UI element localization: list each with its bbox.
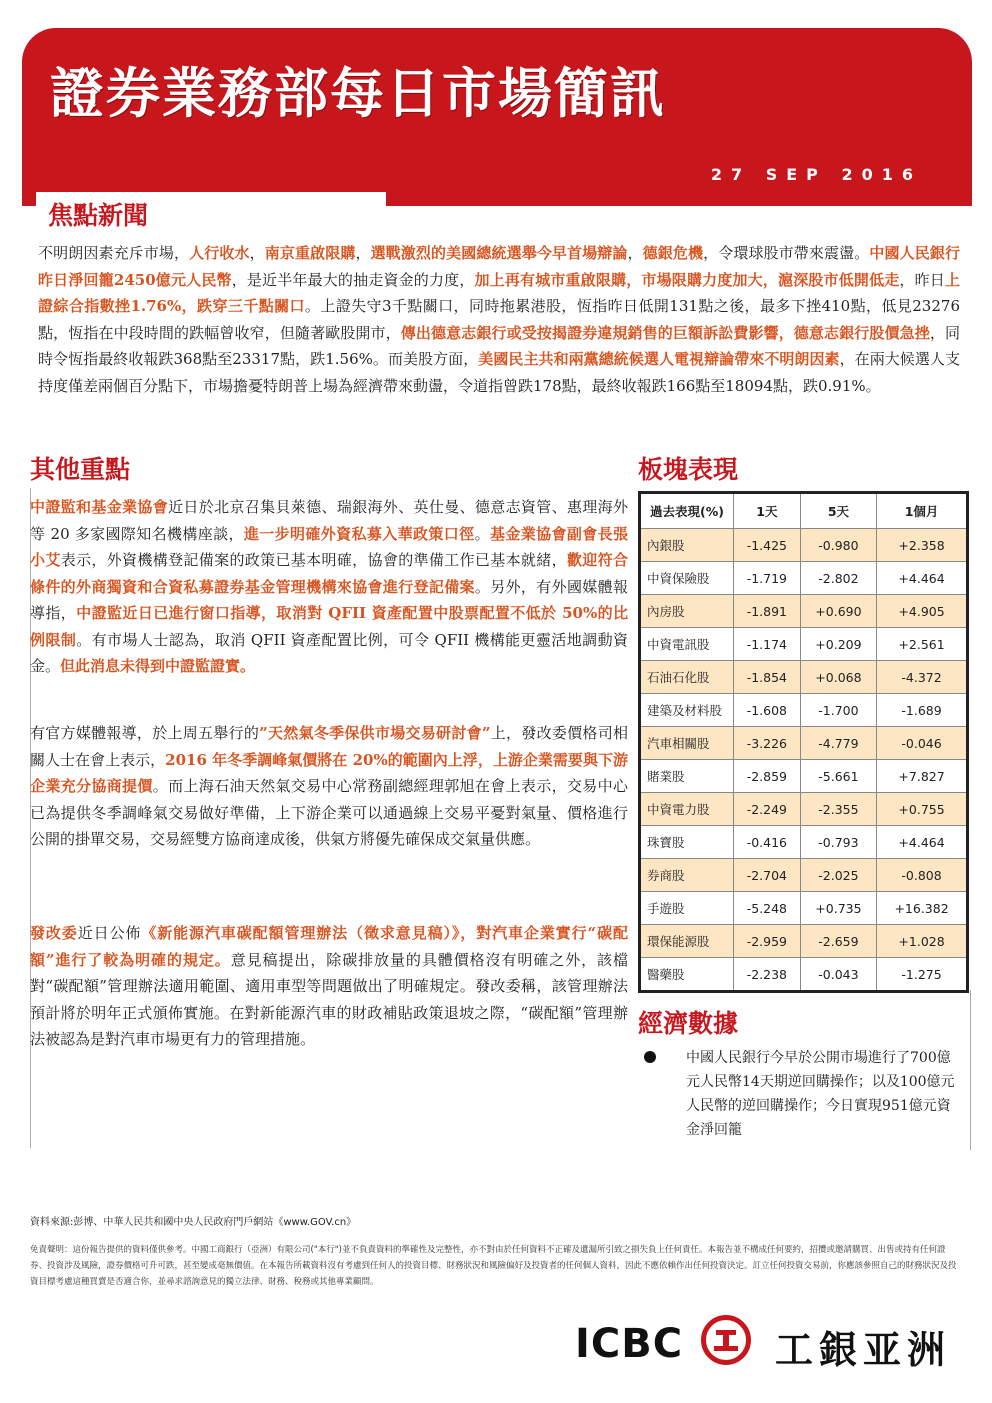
body-text: 。有市場人士認為，取消 QFII 資產配置比例，可令 QFII 機構能更靈活地調動資金。 — [30, 630, 628, 675]
body-text: 有官方媒體報導，於上周五舉行的 — [30, 724, 260, 742]
economic-data-heading: 經濟數據 — [638, 1009, 739, 1038]
value-1d: -2.238 — [734, 958, 801, 992]
highlight-text: 上證綜合指數挫1.76%，跌穿三千點關口 — [38, 270, 960, 315]
table-row — [640, 859, 968, 892]
highlight-text: 歡迎符合條件的外商獨資和合資私募證券基金管理機構來協會進行登記備案 — [30, 551, 628, 596]
value-1m: +0.755 — [877, 793, 968, 826]
other-highlights-paragraph-2 — [30, 720, 628, 853]
logo-english: ICBC — [575, 1321, 684, 1367]
value-5d: -2.355 — [800, 793, 876, 826]
body-text: 上，發改委價格司相關人士在會上表示， — [30, 724, 628, 769]
sector-name: 汽車相關股 — [640, 727, 734, 760]
table-row — [640, 925, 968, 958]
highlight-text: 基金業協會副會長張小艾 — [30, 524, 628, 569]
sector-performance-heading: 板塊表現 — [638, 455, 739, 484]
value-1d: -1.854 — [734, 661, 801, 694]
sector-name: 賭業股 — [640, 760, 734, 793]
other-highlights-paragraph-1 — [30, 494, 628, 680]
table-row — [640, 562, 968, 595]
value-1d: -0.416 — [734, 826, 801, 859]
value-5d: -2.659 — [800, 925, 876, 958]
table-row — [640, 694, 968, 727]
highlight-text: 進一步明確外資私募入華政策口徑 — [243, 524, 475, 543]
value-1d: -1.608 — [734, 694, 801, 727]
icbc-asia-logo — [575, 1315, 960, 1373]
value-5d: -0.793 — [800, 826, 876, 859]
value-5d: -0.980 — [800, 529, 876, 562]
highlight-text: 2016 年冬季調峰氣價將在 20%的範圍內上浮，上游企業需要與下游企業充分協商提價 — [30, 750, 628, 795]
highlight-text: 南京重啟限購 — [264, 244, 356, 262]
table-header-row — [640, 493, 968, 529]
value-1m: +2.561 — [877, 628, 968, 661]
table-row — [640, 628, 968, 661]
header-5d: 5天 — [800, 493, 876, 529]
table-row — [640, 793, 968, 826]
value-5d: -2.802 — [800, 562, 876, 595]
sector-name: 中資保險股 — [640, 562, 734, 595]
highlight-text: 傳出德意志銀行或受按揭證券違規銷售的巨額訴訟費影響，德意志銀行股價急挫 — [400, 323, 930, 342]
sector-name: 內銀股 — [640, 529, 734, 562]
body-text: ，同時令恆指最終收報跌368點至23317點，跌1.56%。而美股方面， — [38, 323, 960, 368]
value-1d: -3.226 — [734, 727, 801, 760]
body-text: ，在兩大候選人支持度僅差兩個百分點下，市場擔憂特朗普上場為經濟帶來動盪，令道指曾跌178點，最終收報跌166點至18094點，跌0.91%。 — [38, 350, 960, 395]
value-1d: -5.248 — [734, 892, 801, 925]
logo-chinese: 工銀亚洲 — [775, 1328, 952, 1372]
data-source: 資料來源:彭博、中華人民共和國中央人民政府門戶網站《www.GOV.cn》 — [30, 1217, 357, 1228]
body-text: 。而上海石油天然氣交易中心常務副總經理郭旭在會上表示，交易中心已為提供冬季調峰氣交易做好準備，上下游企業可以通過線上交易平憂對氣量、價格進行公開的掛單交易，交易經雙方協商達成後，供氣方將優先確保成交氣量供應。 — [30, 777, 628, 848]
table-row — [640, 529, 968, 562]
value-5d: +0.735 — [800, 892, 876, 925]
report-date: 27 SEP 2016 — [710, 165, 922, 184]
value-1m: +4.905 — [877, 595, 968, 628]
body-text: 。上證失守3千點關口，同時拖累港股，恆指昨日低開131點之後，最多下挫410點，低見23276點，恆指在中段時間的跌幅曾收窄，但隨著歐股開市， — [38, 297, 960, 342]
page-title: 證券業務部每日市場簡訊 — [50, 62, 666, 125]
body-text: 近日於北京召集貝萊德、瑞銀海外、英仕曼、德意志資管、惠理海外等 20 多家國際知名機構座談， — [30, 498, 628, 543]
table-row — [640, 826, 968, 859]
value-1d: -2.859 — [734, 760, 801, 793]
highlight-text: 人行收水 — [189, 244, 250, 262]
value-1d: -1.425 — [734, 529, 801, 562]
value-5d: -4.779 — [800, 727, 876, 760]
sector-name: 內房股 — [640, 595, 734, 628]
sector-name: 中資電力股 — [640, 793, 734, 826]
sector-name: 醫藥股 — [640, 958, 734, 992]
body-text: ，昨日 — [899, 270, 945, 289]
value-1d: -2.704 — [734, 859, 801, 892]
sector-name: 券商股 — [640, 859, 734, 892]
body-text: 。 — [474, 524, 490, 543]
value-1m: +2.358 — [877, 529, 968, 562]
highlight-text: 加上再有城市重啟限購，市場限購力度加大，滬深股市低開低走 — [474, 270, 900, 289]
sector-name: 建築及材料股 — [640, 694, 734, 727]
value-1d: -1.174 — [734, 628, 801, 661]
value-1m: -1.275 — [877, 958, 968, 992]
value-1m: +7.827 — [877, 760, 968, 793]
highlight-text: 發改委 — [30, 924, 78, 942]
value-1d: -1.891 — [734, 595, 801, 628]
body-text: ，是近半年最大的抽走資金的力度， — [231, 270, 475, 289]
highlight-text: 但此消息未得到中證監證實。 — [60, 657, 256, 675]
value-1m: -0.808 — [877, 859, 968, 892]
other-highlights-paragraph-3 — [30, 920, 628, 1053]
body-text: 。另外，有外國媒體報導指， — [30, 577, 628, 622]
table-row — [640, 661, 968, 694]
highlight-text: 中國人民銀行昨日淨回籠2450億元人民幣 — [38, 244, 960, 289]
value-5d: -1.700 — [800, 694, 876, 727]
bullet-icon — [644, 1051, 656, 1063]
right-divider — [970, 990, 971, 1150]
highlight-text: 中證監和基金業協會 — [30, 498, 169, 516]
focus-news-heading-box — [36, 192, 386, 232]
value-1m: -1.689 — [877, 694, 968, 727]
value-1m: +4.464 — [877, 562, 968, 595]
value-5d: +0.690 — [800, 595, 876, 628]
sector-name: 手遊股 — [640, 892, 734, 925]
focus-news-heading: 焦點新聞 — [48, 201, 149, 230]
value-1m: -4.372 — [877, 661, 968, 694]
value-5d: +0.209 — [800, 628, 876, 661]
sector-performance-table — [638, 491, 969, 993]
value-1d: -1.719 — [734, 562, 801, 595]
body-text: ，令環球股市帶來震盪。 — [703, 244, 870, 262]
table-row — [640, 760, 968, 793]
sector-name: 珠寶股 — [640, 826, 734, 859]
table-row — [640, 727, 968, 760]
body-text: ， — [627, 244, 643, 262]
sector-name: 環保能源股 — [640, 925, 734, 958]
value-1m: +16.382 — [877, 892, 968, 925]
value-5d: -5.661 — [800, 760, 876, 793]
value-5d: -2.025 — [800, 859, 876, 892]
highlight-text: 德銀危機 — [642, 244, 704, 262]
header-1m: 1個月 — [877, 493, 968, 529]
body-text: 表示，外資機構登記備案的政策已基本明確，協會的準備工作已基本就緒， — [60, 551, 567, 569]
disclaimer: 免責聲明：這份報告提供的資料僅供參考。中國工商銀行（亞洲）有限公司("本行")並不負責資料的準確性及完整性，亦不對由於任何資料不正確及遺漏所引致之損失負上任何責任。本報告並不構成任何要約，招攬或邀請購買、出售或持有任何證券、投資涉及風險，證券價格可升可跌，甚至變成毫無價值。在本報告所載資料沒有考慮到任何人的投資目標、財務狀況和風險偏好及投資者的任何個人資料，因此不應依賴作出任何投資決定。訂立任何投資交易前，你應該參照自己的財務狀況及投資目標考慮這種買賣是否適合你，並尋求諮詢意見的獨立法律、財務、稅務或其他專業顧問。 — [30, 1245, 957, 1287]
other-highlights-heading: 其他重點 — [30, 455, 131, 484]
value-1m: -0.046 — [877, 727, 968, 760]
value-1m: +1.028 — [877, 925, 968, 958]
value-5d: -0.043 — [800, 958, 876, 992]
highlight-text: 美國民主共和兩黨總統候選人電視辯論帶來不明朗因素 — [478, 350, 840, 368]
value-1d: -2.959 — [734, 925, 801, 958]
header-period: 過去表現(%) — [640, 493, 734, 529]
highlight-text: 選戰激烈的美國總統選舉今早首場辯論 — [370, 244, 628, 262]
icbc-seal-icon — [701, 1315, 751, 1365]
body-text: ， — [355, 244, 371, 262]
highlight-text: ”天然氣冬季保供市場交易研討會” — [259, 724, 491, 742]
sector-name: 石油石化股 — [640, 661, 734, 694]
economic-data-item: 中國人民銀行今早於公開市場進行了700億元人民幣14天期逆回購操作；以及100億元人民幣的逆回購操作；今日實現951億元資金淨回籠 — [686, 1050, 955, 1138]
value-1m: +4.464 — [877, 826, 968, 859]
table-row — [640, 892, 968, 925]
sector-name: 中資電訊股 — [640, 628, 734, 661]
table-row — [640, 595, 968, 628]
highlight-text: 《新能源汽車碳配額管理辦法（徵求意見稿）》，對汽車企業實行“碳配額”進行了較為明確的規定。 — [30, 924, 628, 969]
value-5d: +0.068 — [800, 661, 876, 694]
value-1d: -2.249 — [734, 793, 801, 826]
table-row — [640, 958, 968, 992]
header-1d: 1天 — [734, 493, 801, 529]
body-text: ， — [249, 244, 265, 262]
body-text: 近日公佈 — [77, 924, 142, 942]
body-text: 意見稿提出，除碳排放量的具體價格沒有明確之外，該檔對“碳配額”管理辦法適用範圍、適用車型等問題做出了明確規定。發改委稱，該管理辦法預計將於明年正式頒佈實施。在對新能源汽車的財政補貼政策退坡之際，“碳配額”管理辦法被認為是對汽車市場更有力的管理措施。 — [30, 950, 628, 1048]
body-text: 不明朗因素充斥市場， — [38, 244, 190, 262]
focus-news-body — [38, 240, 960, 399]
highlight-text: 中證監近日已進行窗口指導，取消對 QFII 資產配置中股票配置不低於 50%的比例限制 — [30, 604, 628, 649]
